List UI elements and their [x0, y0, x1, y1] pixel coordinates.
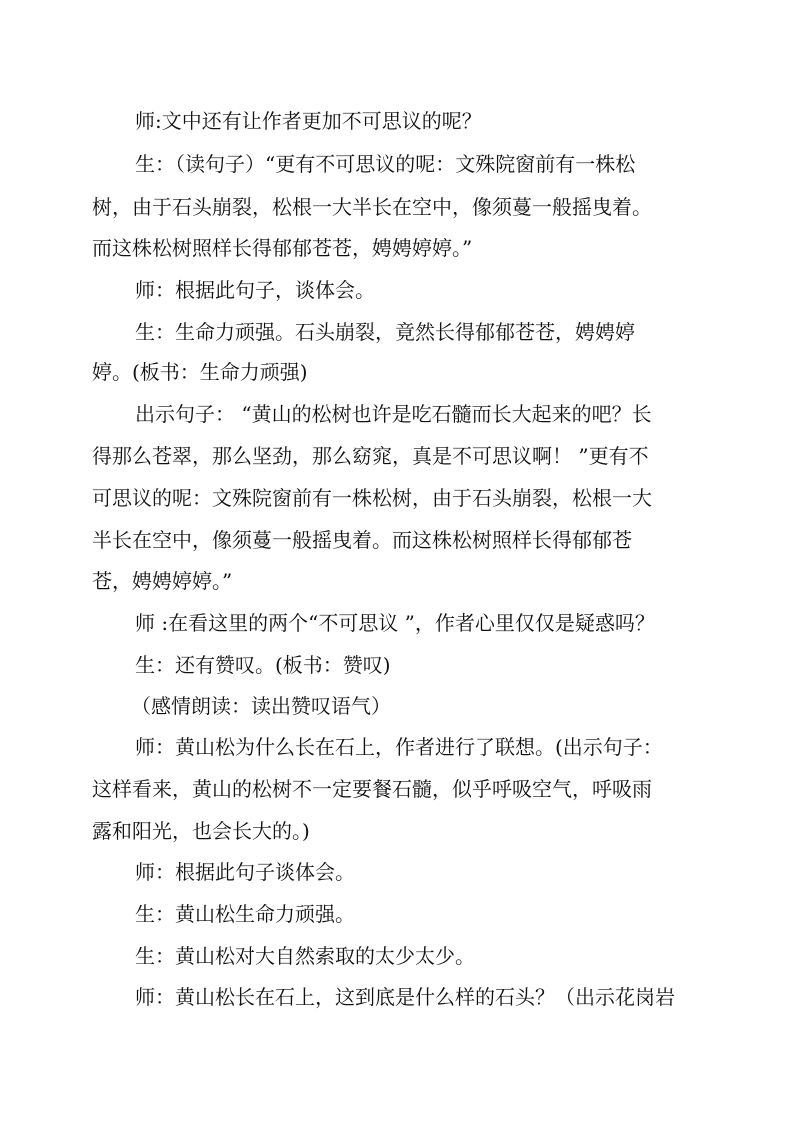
text-line: 生：黄山松对大自然索取的太少太少。	[135, 944, 475, 968]
text-line: 生：黄山松生命力顽强。	[135, 902, 355, 926]
text-line: （感情朗读：读出赞叹语气）	[131, 694, 391, 718]
text-line: 师:文中还有让作者更加不可思议的呢？	[135, 109, 482, 133]
text-line: 师：黄山松长在石上，这到底是什么样的石头？（出示花岗岩	[135, 985, 675, 1009]
text-line: 苍，娉娉婷婷。”	[92, 569, 233, 593]
text-line: 得那么苍翠，那么坚劲，那么窈窕，真是不可思议啊！ ”更有不	[92, 444, 649, 468]
text-line: 露和阳光，也会长大的。)	[92, 819, 310, 843]
text-line: 生：还有赞叹。(板书：赞叹)	[135, 653, 391, 677]
text-line: 婷。(板书：生命力顽强)	[92, 360, 308, 384]
text-line: 树，由于石头崩裂，松根一大半长在空中，像须蔓一般摇曳着。	[92, 195, 652, 219]
text-line: 而这株松树照样长得郁郁苍苍，娉娉婷婷。”	[92, 236, 473, 260]
text-line: 这样看来，黄山的松树不一定要餐石髓，似乎呼吸空气，呼吸雨	[92, 777, 652, 801]
text-line: 出示句子： “黄山的松树也许是吃石髓而长大起来的吧？长	[135, 402, 652, 426]
text-line: 师：根据此句子谈体会。	[135, 860, 355, 884]
text-line: 师：黄山松为什么长在石上，作者进行了联想。(出示句子：	[135, 735, 663, 759]
text-line: 生：（读句子）“更有不可思议的呢：文殊院窗前有一株松	[135, 152, 636, 176]
text-line: 师：根据此句子，谈体会。	[135, 278, 375, 302]
text-line: 半长在空中，像须蔓一般摇曳着。而这株松树照样长得郁郁苍	[92, 528, 632, 552]
text-line: 师 :在看这里的两个“不可思议 ”，作者心里仅仅是疑惑吗？	[135, 611, 655, 635]
text-line: 生：生命力顽强。石头崩裂，竟然长得郁郁苍苍，娉娉婷	[135, 320, 635, 344]
text-line: 可思议的呢：文殊院窗前有一株松树，由于石头崩裂，松根一大	[92, 486, 652, 510]
